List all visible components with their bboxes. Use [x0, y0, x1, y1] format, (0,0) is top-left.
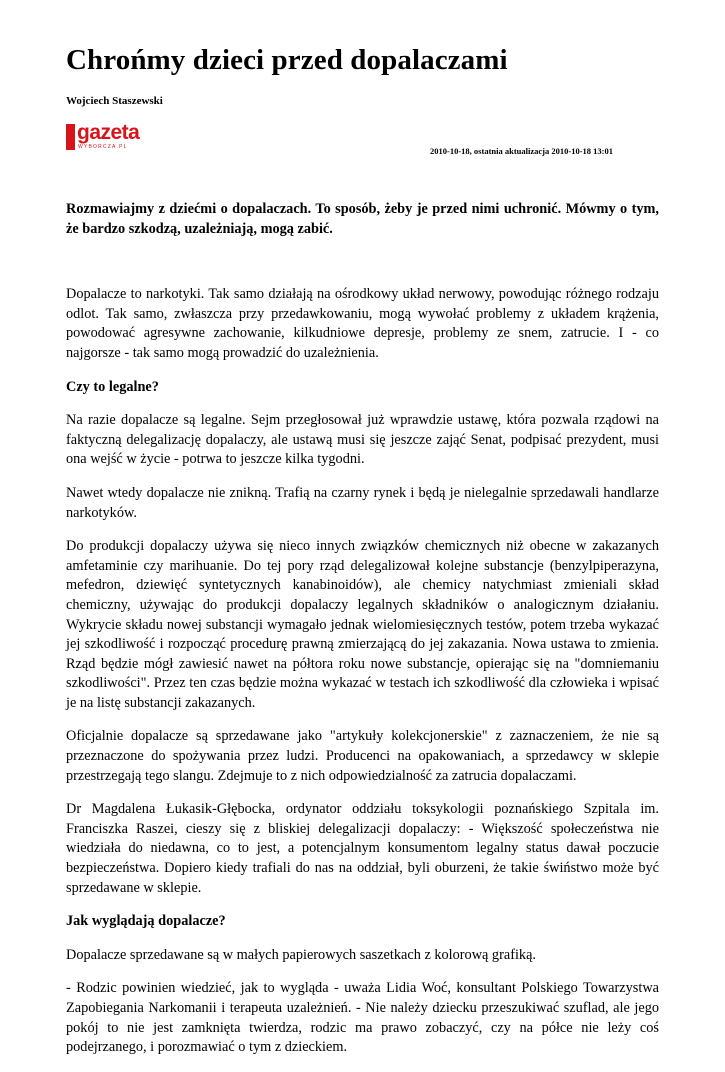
- section-heading-legal: Czy to legalne?: [66, 378, 159, 395]
- author-name: Wojciech Staszewski: [66, 95, 163, 107]
- publication-date: 2010-10-18, ostatnia aktualizacja 2010-10-18 13:01: [430, 146, 613, 156]
- paragraph: Nawet wtedy dopalacze nie znikną. Trafią na czarny rynek i będą je nielegalnie sprzedawali handlarze narkotyków.: [66, 484, 659, 521]
- paragraph: Oficjalnie dopalacze są sprzedawane jako "artykuły kolekcjonerskie" z zaznaczeniem, że nie są przeznaczone do spożywania przez ludzi. Producenci na opakowaniach, a sprzedawcy w sklepie przestrzegają tego slangu. Zdejmuje to z nich odpowiedzialność za zatrucia dopalaczami.: [66, 728, 659, 784]
- section-heading-look: Jak wyglądają dopalacze?: [66, 913, 226, 930]
- article-body: [66, 200, 659, 1072]
- gazeta-logo[interactable]: [66, 120, 142, 152]
- paragraph: Dopalacze sprzedawane są w małych papierowych saszetkach z kolorową grafiką.: [66, 946, 536, 963]
- paragraph: Na razie dopalacze są legalne. Sejm przegłosował już wprawdzie ustawę, która pozwala rządowi na faktyczną delegalizację dopalaczy, ale ustawą musi się jeszcze zająć Senat, podpisać prezydent, musi ona wejść w życie - potrwa to jeszcze kilka tygodni.: [66, 412, 659, 468]
- paragraph: Do produkcji dopalaczy używa się nieco innych związków chemicznych niż obecne w zakazanych amfetaminie czy marihuanie. Do tej pory rząd delegalizował kolejne substancje (benzylpiperazyna, mefedron, dziewięć syntetycznych kanabinoidów), ale chemicy natychmiast zmieniali skład chemiczny, używając do produkcji dopalaczy legalnych składników o analogicznym działaniu. Wykrycie składu nowej substancji wymagało jednak wielomiesięcznych testów, potem trzeba wykazać jej szkodliwość i rozpocząć procedurę prawną zmierzającą do jej zakazania. Nowa ustawa to zmienia. Rząd będzie mógł zawiesić nawet na półtora roku nowe substancje, opierając się na "domniemaniu szkodliwości". Przez ten czas będzie można wykazać w testach ich szkodliwość dla człowieka i wpisać je na listę substancji zakazanych.: [66, 538, 659, 711]
- paragraph: Dr Magdalena Łukasik-Głębocka, ordynator oddziału toksykologii poznańskiego Szpitala im. Franciszka Raszei, cieszy się z bliskiej delegalizacji dopalaczy: - Większość społeczeństwa nie wiedziała do niedawna, co to jest, a potencjalnym konsumentom legalny status dawał poczucie bezpieczeństwa. Dopiero kiedy trafiali do nas na oddział, byli oburzeni, że takie świństwo może być sprzedawane w sklepie.: [66, 801, 659, 896]
- logo-word: gazeta: [77, 121, 140, 144]
- logo-subtext: WYBORCZA.PL: [78, 144, 128, 150]
- article-title: Chrońmy dzieci przed dopalaczami: [66, 44, 508, 76]
- paragraph: Dopalacze to narkotyki. Tak samo działają na ośrodkowy układ nerwowy, powodując różnego rodzaju odlot. Tak samo, zwłaszcza przy przedawkowaniu, mogą wywołać problemy z układem krążenia, powodować agresywne zachowanie, kilkudniowe depresje, problemy ze snem, zatrucie. I - co najgorsze - tak samo mogą prowadzić do uzależnienia.: [66, 286, 659, 361]
- article-lead: Rozmawiajmy z dziećmi o dopalaczach. To sposób, żeby je przed nimi uchronić. Mówmy o tym, że bardzo szkodzą, uzależniają, mogą zabić.: [66, 201, 659, 237]
- logo-bar-icon: [66, 124, 75, 150]
- paragraph: - Rodzic powinien wiedzieć, jak to wygląda - uważa Lidia Woć, konsultant Polskiego Towarzystwa Zapobiegania Narkomanii i terapeuta uzależnień. - Nie należy dziecku przeszukiwać szuflad, ale jego pokój to nie jest zamknięta twierdza, rodzic ma prawo zobaczyć, czy na półce nie leży coś podejrzanego, i porozmawiać o tym z dzieckiem.: [66, 980, 659, 1056]
